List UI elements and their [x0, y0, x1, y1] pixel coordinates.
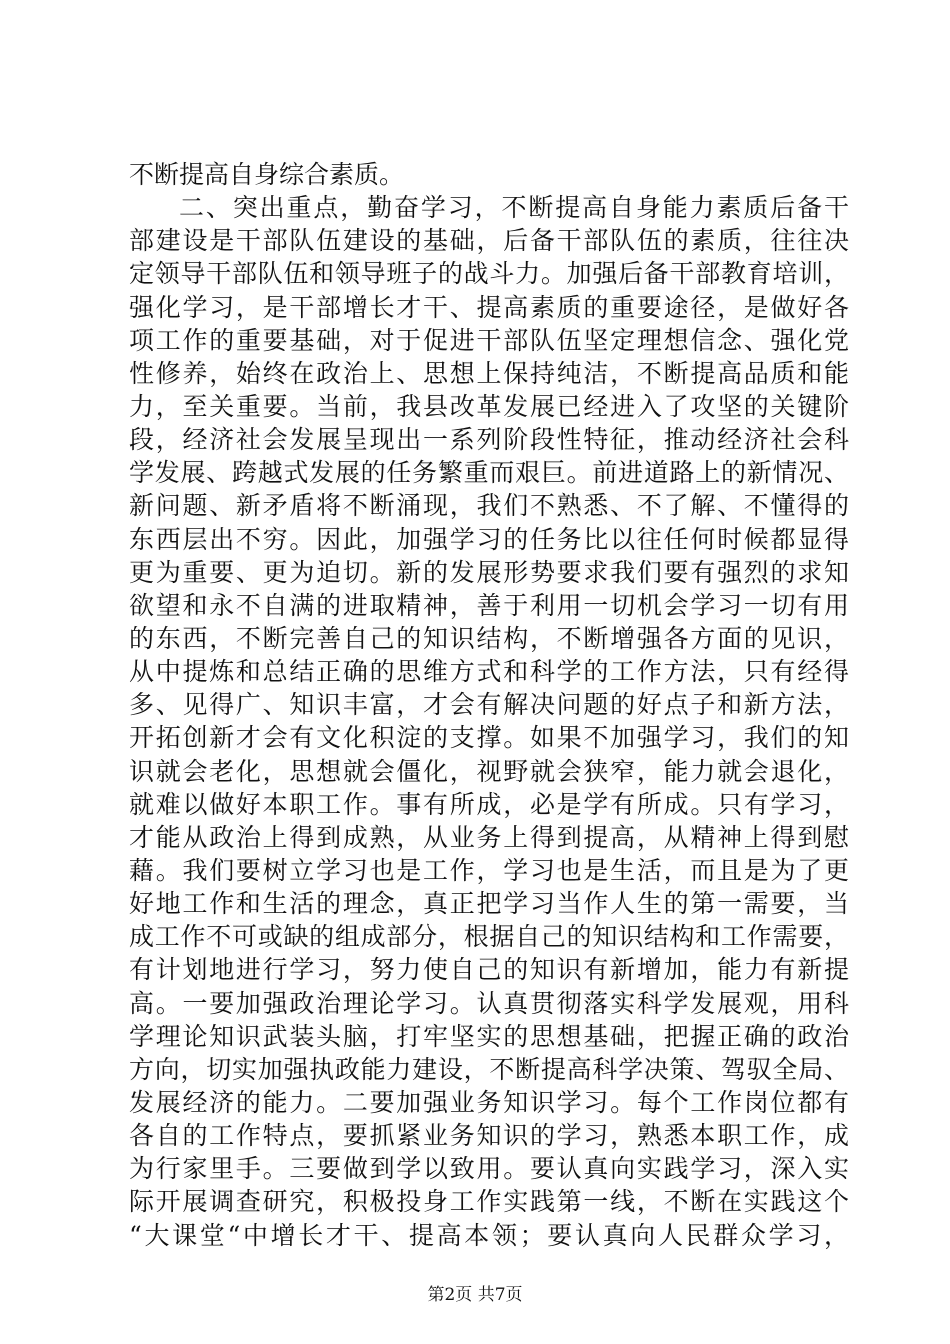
page-number-footer: 第2页 共7页 [427, 1285, 523, 1305]
text-line: 项工作的重要基础，对于促进干部队伍坚定理想信念、强化党 [129, 325, 849, 355]
text-line: 部建设是干部队伍建设的基础，后备干部队伍的素质，往往决 [129, 226, 849, 256]
text-line: 多、见得广、知识丰富，才会有解决问题的好点子和新方法， [129, 690, 849, 720]
text-line: 好地工作和生活的理念，真正把学习当作人生的第一需要，当 [129, 889, 849, 919]
text-line: 有计划地进行学习，努力使自己的知识有新增加，能力有新提 [129, 955, 849, 985]
text-line: 成工作不可或缺的组成部分，根据自己的知识结构和工作需要， [129, 922, 849, 952]
text-line: 东西层出不穷。因此，加强学习的任务比以往任何时候都显得 [129, 524, 849, 554]
text-line: 段，经济社会发展呈现出一系列阶段性特征，推动经济社会科 [129, 425, 849, 455]
text-line: 定领导干部队伍和领导班子的战斗力。加强后备干部教育培训， [129, 259, 849, 289]
text-line: “大课堂“中增长才干、提高本领；要认真向人民群众学习， [129, 1220, 849, 1250]
text-line: 从中提炼和总结正确的思维方式和科学的工作方法，只有经得 [129, 657, 849, 687]
text-line: 就难以做好本职工作。事有所成，必是学有所成。只有学习， [129, 789, 849, 819]
text-line: 性修养，始终在政治上、思想上保持纯洁，不断提高品质和能 [129, 358, 849, 388]
text-line: 二、突出重点，勤奋学习，不断提高自身能力素质后备干 [179, 193, 849, 223]
text-line: 高。一要加强政治理论学习。认真贯彻落实科学发展观，用科 [129, 988, 849, 1018]
text-line: 的东西，不断完善自己的知识结构，不断增强各方面的见识， [129, 623, 849, 653]
text-line: 方向，切实加强执政能力建设，不断提高科学决策、驾驭全局、 [129, 1054, 849, 1084]
text-line: 新问题、新矛盾将不断涌现，我们不熟悉、不了解、不懂得的 [129, 491, 849, 521]
text-line: 学理论知识武装头脑，打牢坚实的思想基础，把握正确的政治 [129, 1021, 849, 1051]
text-line: 力，至关重要。当前，我县改革发展已经进入了攻坚的关键阶 [129, 391, 849, 421]
text-line: 各自的工作特点，要抓紧业务知识的学习，熟悉本职工作，成 [129, 1121, 849, 1151]
text-line: 更为重要、更为迫切。新的发展形势要求我们要有强烈的求知 [129, 557, 849, 587]
text-line: 为行家里手。三要做到学以致用。要认真向实践学习，深入实 [129, 1154, 849, 1184]
text-line: 学发展、跨越式发展的任务繁重而艰巨。前进道路上的新情况、 [129, 458, 849, 488]
text-line: 藉。我们要树立学习也是工作，学习也是生活，而且是为了更 [129, 855, 849, 885]
text-line: 识就会老化，思想就会僵化，视野就会狭窄，能力就会退化， [129, 756, 849, 786]
text-line: 强化学习，是干部增长才干、提高素质的重要途径，是做好各 [129, 292, 849, 322]
text-line: 发展经济的能力。二要加强业务知识学习。每个工作岗位都有 [129, 1087, 849, 1117]
text-line: 欲望和永不自满的进取精神，善于利用一切机会学习一切有用 [129, 590, 849, 620]
body-text [129, 158, 849, 1252]
text-line: 才能从政治上得到成熟，从业务上得到提高，从精神上得到慰 [129, 822, 849, 852]
text-line: 不断提高自身综合素质。 [129, 160, 405, 189]
text-line: 际开展调查研究，积极投身工作实践第一线，不断在实践这个 [129, 1187, 849, 1217]
text-line: 开拓创新才会有文化积淀的支撑。如果不加强学习，我们的知 [129, 723, 849, 753]
